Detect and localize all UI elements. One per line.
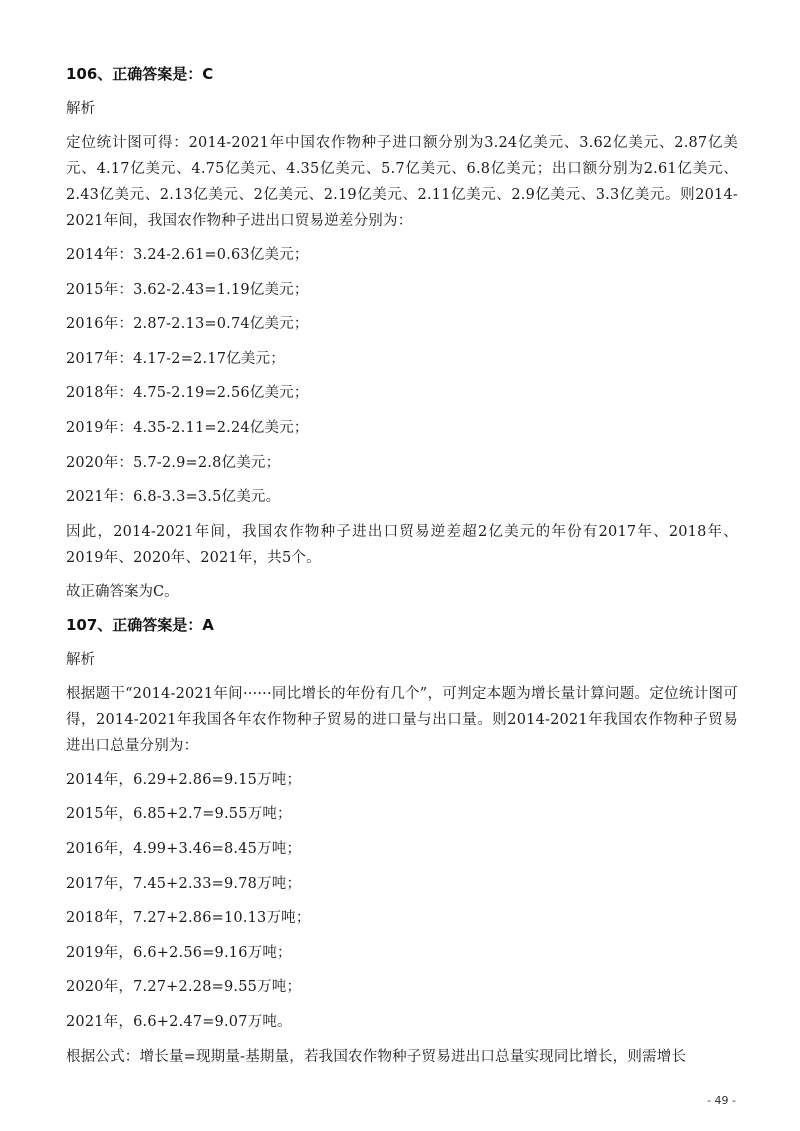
q107-line: 2019年，6.6+2.56=9.16万吨；: [66, 944, 292, 961]
q106-conclusion: 因此，2014-2021年间，我国农作物种子进出口贸易逆差超2亿美元的年份有2017年、2018年、2019年、2020年、2021年，共5个。: [66, 523, 738, 566]
q107-line: 2016年，4.99+3.46=8.45万吨；: [66, 840, 302, 857]
q107-analysis-label: 解析: [66, 651, 95, 668]
q106-heading: 106、正确答案是：C: [66, 65, 214, 83]
page-number: - 49 -: [707, 1094, 736, 1107]
q106-paragraph: 定位统计图可得：2014-2021年中国农作物种子进口额分别为3.24亿美元、3.62亿美元、2.87亿美元、4.17亿美元、4.75亿美元、4.35亿美元、5.7亿美元、6.8亿美元；出口额分别为2.61亿美元、2.43亿美元、2.13亿美元、2亿美元、2.19亿美元、2.11亿美元、2.9亿美元、3.3亿美元。则2014-2021年间，我国农作物种子进出口贸易逆差分别为：: [66, 135, 738, 229]
q107-paragraph: 根据题干“2014-2021年间······同比增长的年份有几个”，可判定本题为增长量计算问题。定位统计图可得，2014-2021年我国各年农作物种子贸易的进口量与出口量。则2014-2021年我国农作物种子贸易进出口总量分别为：: [66, 685, 738, 754]
q106-line: 2017年：4.17-2=2.17亿美元；: [66, 350, 285, 367]
q107-calculation-list: [66, 767, 738, 1035]
question-106-section: [66, 62, 738, 605]
q107-line: 2018年，7.27+2.86=10.13万吨；: [66, 910, 311, 927]
q107-heading: 107、正确答案是：A: [66, 615, 214, 634]
q106-line: 2021年：6.8-3.3=3.5亿美元。: [66, 489, 281, 506]
q107-line: 2014年，6.29+2.86=9.15万吨；: [66, 771, 302, 788]
q106-line: 2019年：4.35-2.11=2.24亿美元；: [66, 419, 309, 436]
q107-line: 2020年，7.27+2.28=9.55万吨；: [66, 979, 302, 996]
q106-calculation-list: [66, 242, 738, 510]
page-content: [66, 62, 738, 1078]
question-107-section: [66, 613, 738, 1070]
q107-line: 2015年，6.85+2.7=9.55万吨；: [66, 806, 292, 823]
q106-line: 2016年：2.87-2.13=0.74亿美元；: [66, 316, 309, 333]
q106-line: 2020年：5.7-2.9=2.8亿美元；: [66, 454, 281, 471]
q107-line: 2017年，7.45+2.33=9.78万吨；: [66, 875, 302, 892]
q106-line: 2018年：4.75-2.19=2.56亿美元；: [66, 385, 309, 402]
q107-line: 2021年，6.6+2.47=9.07万吨。: [66, 1013, 292, 1030]
q106-line: 2015年：3.62-2.43=1.19亿美元；: [66, 281, 309, 298]
q106-final-answer: 故正确答案为C。: [66, 583, 179, 600]
q106-analysis-label: 解析: [66, 101, 95, 117]
q106-line: 2014年：3.24-2.61=0.63亿美元；: [66, 247, 309, 263]
q107-formula: 根据公式：增长量=现期量-基期量，若我国农作物种子贸易进出口总量实现同比增长，则需增长: [66, 1048, 687, 1065]
